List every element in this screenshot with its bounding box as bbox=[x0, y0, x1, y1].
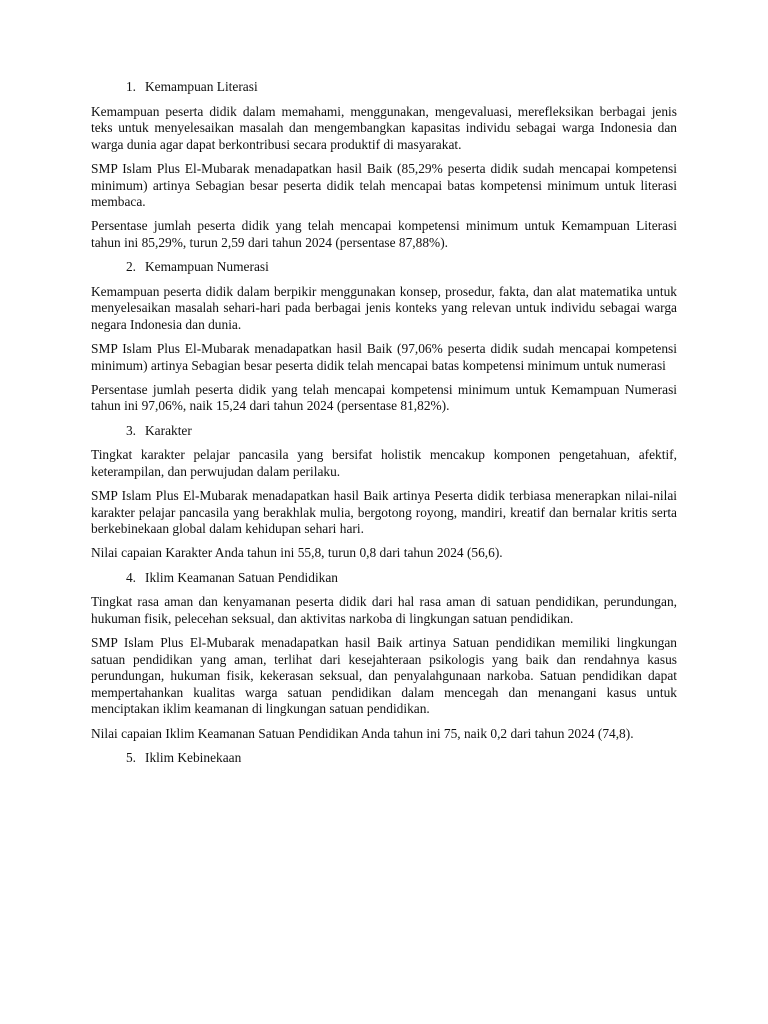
section-karakter bbox=[91, 423, 677, 562]
paragraph: Tingkat rasa aman dan kenyamanan peserta didik dari hal rasa aman di satuan pendidikan, perundungan, hukuman fisik, pelecehan seksual, dan aktivitas narkoba di lingkungan satuan pendidikan. bbox=[91, 594, 677, 626]
section-number: 4. bbox=[125, 569, 136, 585]
section-number: 5. bbox=[125, 749, 136, 765]
section-number: 1. bbox=[125, 79, 136, 94]
section-number: 2. bbox=[125, 259, 136, 275]
section-iklim-keamanan bbox=[91, 570, 677, 743]
paragraph: SMP Islam Plus El-Mubarak menadapatkan hasil Baik artinya Peserta didik terbiasa menerapkan nilai-nilai karakter pelajar pancasila yang berakhlak mulia, bergotong royong, mandiri, kreatif dan bernalar kritis serta berkebinekaan global dalam kehidupan sehari hari. bbox=[91, 488, 677, 537]
paragraph: SMP Islam Plus El-Mubarak menadapatkan hasil Baik (85,29% peserta didik sudah mencapai kompetensi minimum) artinya Sebagian besar peserta didik telah mencapai batas kompetensi minimum untuk literasi membaca. bbox=[91, 160, 677, 210]
paragraph: Kemampuan peserta didik dalam memahami, menggunakan, mengevaluasi, merefleksikan berbagai jenis teks untuk menyelesaikan masalah dan mengembangkan kapasitas individu sebagai warga Indonesia dan warga dunia agar dapat berkontribusi secara produktif di masyarakat. bbox=[91, 103, 677, 152]
paragraph: Tingkat karakter pelajar pancasila yang bersifat holistik mencakup komponen pengetahuan, afektif, keterampilan, dan perwujudan dalam perilaku. bbox=[91, 447, 677, 479]
section-heading bbox=[91, 570, 677, 587]
paragraph: Persentase jumlah peserta didik yang telah mencapai kompetensi minimum untuk Kemampuan Literasi tahun ini 85,29%, turun 2,59 dari tahun 2024 (persentase 87,88%). bbox=[91, 218, 677, 250]
paragraph: SMP Islam Plus El-Mubarak menadapatkan hasil Baik (97,06% peserta didik sudah mencapai kompetensi minimum) artinya Sebagian besar peserta didik telah mencapai batas kompetensi minimum untuk numerasi bbox=[91, 341, 677, 373]
section-title: Kemampuan Numerasi bbox=[145, 259, 269, 275]
section-title: Iklim Kebinekaan bbox=[145, 749, 242, 765]
paragraph: SMP Islam Plus El-Mubarak menadapatkan hasil Baik artinya Satuan pendidikan memiliki lingkungan satuan pendidikan yang aman, terlihat dari kesejahteraan psikologis yang baik dan rendahnya kasus perundungan, hukuman fisik, kekerasan seksual, dan penyalahgunaan narkoba. Satuan pendidikan dapat mempertahankan kualitas warga satuan pendidikan dalam mencegah dan menangani kasus untuk menciptakan iklim keamanan di lingkungan satuan pendidikan. bbox=[91, 634, 677, 717]
paragraph: Persentase jumlah peserta didik yang telah mencapai kompetensi minimum untuk Kemampuan Numerasi tahun ini 97,06%, naik 15,24 dari tahun 2024 (persentase 81,82%). bbox=[91, 381, 677, 414]
document-page bbox=[91, 79, 677, 774]
section-number: 3. bbox=[125, 422, 136, 438]
section-title: Karakter bbox=[145, 422, 192, 438]
section-heading bbox=[91, 79, 677, 96]
section-kemampuan-literasi bbox=[91, 79, 677, 252]
section-iklim-kebinekaan bbox=[91, 750, 677, 767]
paragraph: Nilai capaian Karakter Anda tahun ini 55,8, turun 0,8 dari tahun 2024 (56,6). bbox=[91, 545, 503, 561]
section-title: Iklim Keamanan Satuan Pendidikan bbox=[145, 569, 339, 585]
paragraph: Nilai capaian Iklim Keamanan Satuan Pendidikan Anda tahun ini 75, naik 0,2 dari tahun 2024 (74,8). bbox=[91, 725, 634, 741]
section-heading bbox=[91, 423, 677, 440]
section-kemampuan-numerasi bbox=[91, 259, 677, 415]
section-heading bbox=[91, 750, 677, 767]
section-title: Kemampuan Literasi bbox=[145, 79, 258, 94]
section-heading bbox=[91, 259, 677, 276]
paragraph: Kemampuan peserta didik dalam berpikir menggunakan konsep, prosedur, fakta, dan alat matematika untuk menyelesaikan masalah sehari-hari pada berbagai jenis konteks yang relevan untuk individu sebagai warga negara Indonesia dan dunia. bbox=[91, 283, 677, 332]
